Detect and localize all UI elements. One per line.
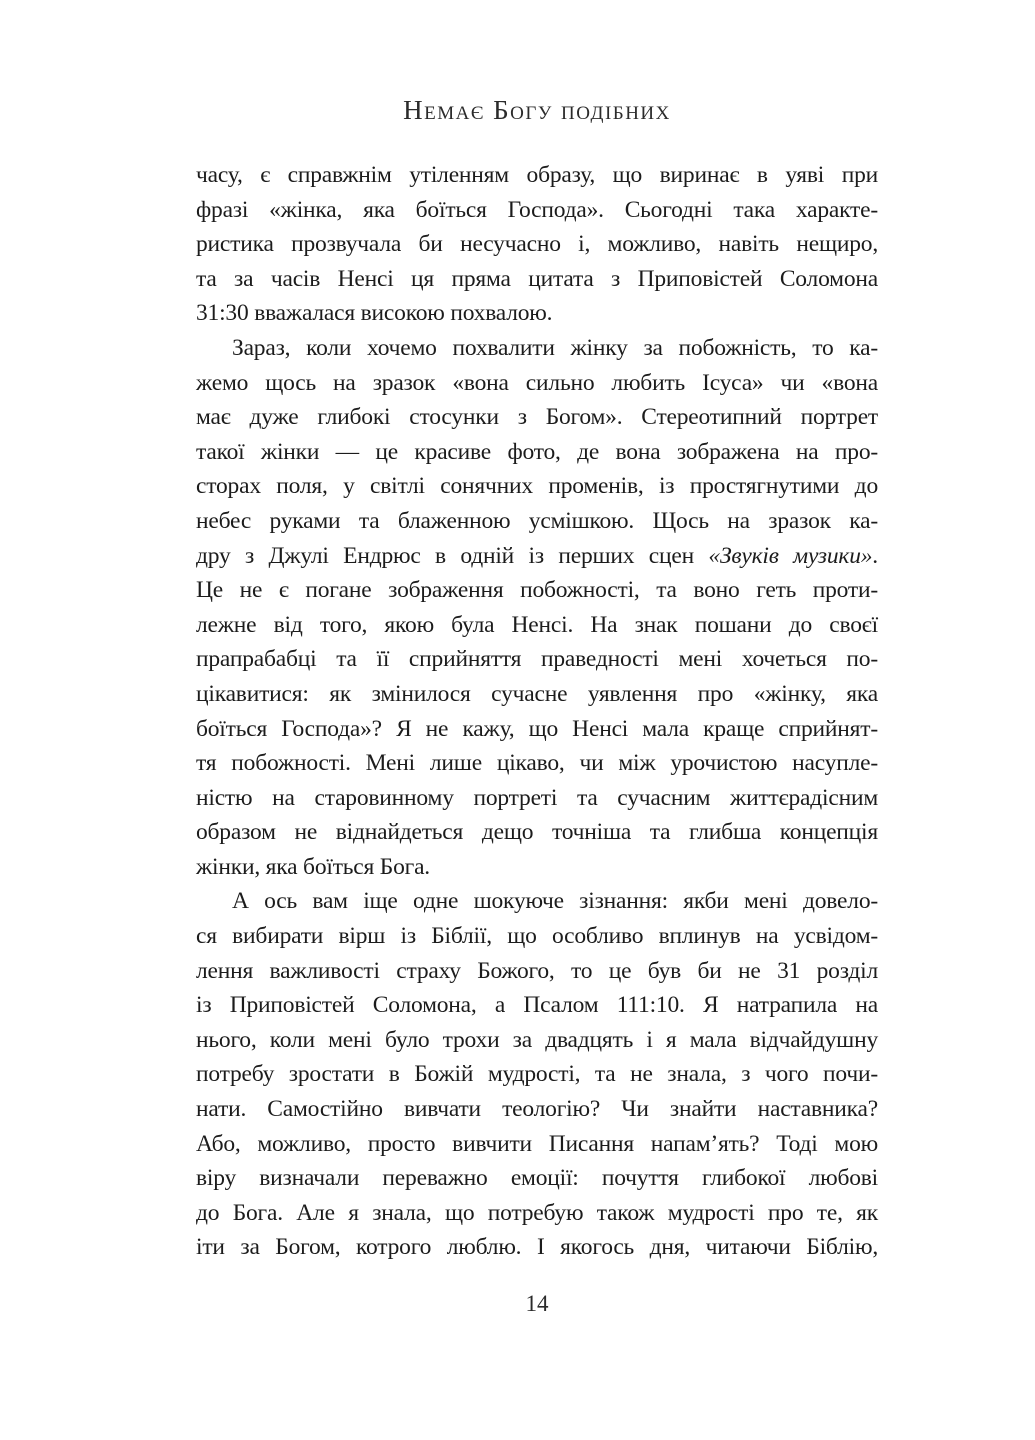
- text-line: [196, 884, 878, 919]
- text-run: лежне від того, якою була Ненсі. На знак пошани до своєї: [196, 611, 878, 638]
- running-head: Немає Богу подібних: [403, 95, 671, 125]
- text-line: [196, 712, 878, 747]
- text-run: жінки, яка боїться Бога.: [196, 853, 430, 880]
- text-run: часу, є справжнім утіленням образу, що виринає в уяві при: [196, 162, 878, 188]
- text-run: та за часів Ненсі ця пряма цитата з Приповістей Соломона: [196, 265, 878, 292]
- text-run: Це не є погане зображення побожності, та воно геть проти-: [196, 577, 878, 604]
- text-run: А ось вам іще одне шокуюче зізнання: якби мені довело-: [232, 888, 878, 915]
- text-line: [196, 1023, 878, 1058]
- text-line: [196, 296, 878, 331]
- text-line: [196, 919, 878, 954]
- text-line: [196, 642, 878, 677]
- text-run: прапрабабці та її сприйняття праведності мені хочеться по-: [196, 646, 878, 673]
- text-line: [196, 608, 878, 643]
- text-line: [196, 1057, 878, 1092]
- text-line: [196, 815, 878, 850]
- text-run: нього, коли мені було трохи за двадцять і я мала відчайдушну: [196, 1026, 878, 1053]
- text-run: Або, можливо, просто вивчити Писання напам’ять? Тоді мою: [196, 1130, 878, 1157]
- text-run: тя побожності. Мені лише цікаво, чи між урочистою насупле-: [196, 750, 878, 777]
- text-line: [196, 1092, 878, 1127]
- text-line: [196, 262, 878, 297]
- text-line: [196, 435, 878, 470]
- text-run: Зараз, коли хочемо похвалити жінку за побожність, то ка-: [232, 334, 878, 361]
- text-run: має дуже глибокі стосунки з Богом». Стереотипний портрет: [196, 404, 878, 431]
- text-run: іти за Богом, котрого люблю. І якогось дня, читаючи Біблію,: [196, 1234, 878, 1261]
- text-line: [196, 954, 878, 989]
- text-run: фразі «жінка, яка боїться Господа». Сьогодні така характе-: [196, 196, 878, 223]
- text-run: цікавитися: як змінилося сучасне уявлення про «жінку, яка: [196, 680, 878, 707]
- text-line: [196, 331, 878, 366]
- text-run: ся вибирати вірш із Біблії, що особливо вплинув на усвідом-: [196, 923, 878, 950]
- text-line: [196, 158, 878, 193]
- text-line: [196, 677, 878, 712]
- text-line: [196, 988, 878, 1023]
- text-run: із Приповістей Соломона, а Псалом 111:10. Я натрапила на: [196, 992, 878, 1019]
- text-run: до Бога. Але я знала, що потребую також мудрості про те, як: [196, 1199, 878, 1226]
- text-run: 31:30 вважалася високою похвалою.: [196, 300, 553, 327]
- text-run: віру визначали переважно емоції: почуття глибокої любові: [196, 1165, 878, 1192]
- body-text: [196, 158, 878, 1265]
- paragraph: [196, 331, 878, 885]
- text-line: [196, 781, 878, 816]
- text-run: сторах поля, у світлі сонячних променів, із простягнутими до: [196, 473, 878, 500]
- paragraph: [196, 158, 878, 331]
- text-line: [196, 400, 878, 435]
- text-run: дру з Джулі Ендрюс в одній із перших сцен: [196, 542, 709, 569]
- text-run: нати. Самостійно вивчати теологію? Чи знайти наставника?: [196, 1096, 878, 1123]
- text-run: жемо щось на зразок «вона сильно любить Ісуса» чи «вона: [196, 369, 878, 396]
- text-line: [196, 1196, 878, 1231]
- page-number: 14: [525, 1291, 549, 1316]
- text-run: лення важливості страху Божого, то це був би не 31 розділ: [196, 957, 878, 984]
- text-line: [196, 1161, 878, 1196]
- text-run: потребу зростати в Божій мудрості, та не знала, з чого почи-: [196, 1061, 878, 1088]
- text-run: .: [872, 542, 878, 569]
- text-line: [196, 193, 878, 228]
- text-line: [196, 1230, 878, 1265]
- text-line: [196, 469, 878, 504]
- text-line: [196, 850, 878, 885]
- text-line: [196, 573, 878, 608]
- text-run: ністю на старовинному портреті та сучасним життєрадісним: [196, 784, 878, 811]
- text-run: такої жінки — це красиве фото, де вона зображена на про-: [196, 438, 878, 465]
- text-run: образом не віднайдеться дещо точніша та глибша концепція: [196, 819, 878, 846]
- italic-text-run: «Звуків музики»: [708, 542, 873, 569]
- text-line: [196, 504, 878, 539]
- paragraph: [196, 884, 878, 1265]
- text-run: боїться Господа»? Я не кажу, що Ненсі мала краще сприйнят-: [196, 715, 878, 742]
- text-line: [196, 1127, 878, 1162]
- text-line: [196, 539, 878, 574]
- text-run: ристика прозвучала би несучасно і, можливо, навіть нещиро,: [196, 231, 878, 258]
- text-line: [196, 366, 878, 401]
- text-run: небес руками та блаженною усмішкою. Щось на зразок ка-: [196, 507, 878, 534]
- text-line: [196, 746, 878, 781]
- text-line: [196, 227, 878, 262]
